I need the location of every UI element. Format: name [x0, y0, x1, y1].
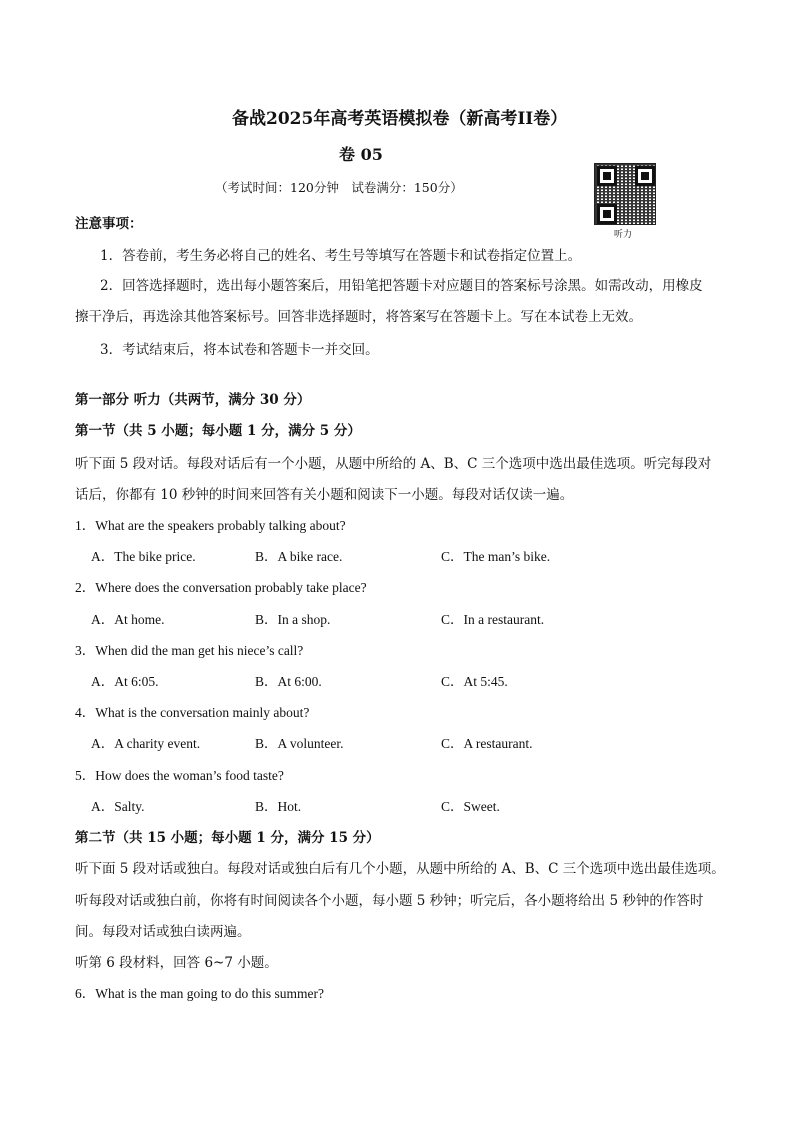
q5-option-c: C．Sweet. — [441, 799, 500, 814]
page-title: 备战2025年高考英语模拟卷（新高考II卷） — [232, 109, 568, 129]
section2-instruction-line-3: 间。每段对话或独白读两遍。 — [75, 924, 251, 940]
notes-heading: 注意事项： — [75, 216, 143, 232]
note-item-1: 1．答卷前，考生务必将自己的姓名、考生号等填写在答题卡和试卷指定位置上。 — [100, 248, 582, 264]
q3-option-c: C．At 5:45. — [441, 674, 508, 689]
exam-info: （考试时间：120分钟 试卷满分：150分） — [215, 180, 463, 195]
section1-instruction-line-1: 听下面 5 段对话。每段对话后有一个小题，从题中所给的 A、B、C 三个选项中选出最佳选项。听完每段对 — [75, 456, 712, 472]
section1-heading: 第一节（共 5 小题；每小题 1 分，满分 5 分） — [75, 423, 361, 439]
q3-option-b: B．At 6:00. — [255, 674, 322, 689]
q5-option-b: B．Hot. — [255, 799, 302, 814]
q4-option-a: A．A charity event. — [91, 736, 201, 751]
note-item-2-line-2: 擦干净后，再选涂其他答案标号。回答非选择题时，将答案写在答题卡上。写在本试卷上无效。 — [75, 309, 642, 325]
section2-instruction-line-2: 听每段对话或独白前，你将有时间阅读各个小题，每小题 5 秒钟；听完后，各小题将给出 5 秒钟的作答时 — [75, 893, 704, 909]
q1-option-c: C．The man’s bike. — [441, 549, 551, 564]
part1-heading: 第一部分 听力（共两节，满分 30 分） — [75, 392, 311, 408]
qr-code — [594, 163, 656, 225]
question-6: 6．What is the man going to do this summer? — [75, 986, 324, 1001]
q1-option-a: A．The bike price. — [91, 549, 196, 564]
q3-option-a: A．At 6:05. — [91, 674, 159, 689]
section2-heading: 第二节（共 15 小题；每小题 1 分，满分 15 分） — [75, 830, 380, 846]
question-1: 1．What are the speakers probably talking about? — [75, 518, 346, 533]
note-item-2-line-1: 2．回答选择题时，选出每小题答案后，用铅笔把答题卡对应题目的答案标号涂黑。如需改动，用橡皮 — [100, 278, 703, 294]
q2-option-a: A．At home. — [91, 612, 165, 627]
section2-instruction-line-1: 听下面 5 段对话或独白。每段对话或独白后有几个小题，从题中所给的 A、B、C 三个选项中选出最佳选项。 — [75, 861, 725, 877]
question-5: 5．How does the woman’s food taste? — [75, 768, 284, 783]
q4-option-b: B．A volunteer. — [255, 736, 344, 751]
section1-instruction-line-2: 话后，你都有 10 秒钟的时间来回答有关小题和阅读下一小题。每段对话仅读一遍。 — [75, 487, 574, 503]
q1-option-b: B．A bike race. — [255, 549, 343, 564]
note-item-3: 3．考试结束后，将本试卷和答题卡一并交回。 — [100, 342, 379, 358]
question-2: 2．Where does the conversation probably take place? — [75, 580, 367, 595]
material-6-prompt: 听第 6 段材料，回答 6~7 小题。 — [75, 955, 278, 971]
q2-option-b: B．In a shop. — [255, 612, 331, 627]
q2-option-c: C．In a restaurant. — [441, 612, 545, 627]
question-3: 3．When did the man get his niece’s call? — [75, 643, 304, 658]
question-4: 4．What is the conversation mainly about? — [75, 705, 310, 720]
paper-number: 卷 05 — [339, 145, 383, 164]
q4-option-c: C．A restaurant. — [441, 736, 533, 751]
q5-option-a: A．Salty. — [91, 799, 145, 814]
qr-label: 听力 — [614, 230, 633, 240]
